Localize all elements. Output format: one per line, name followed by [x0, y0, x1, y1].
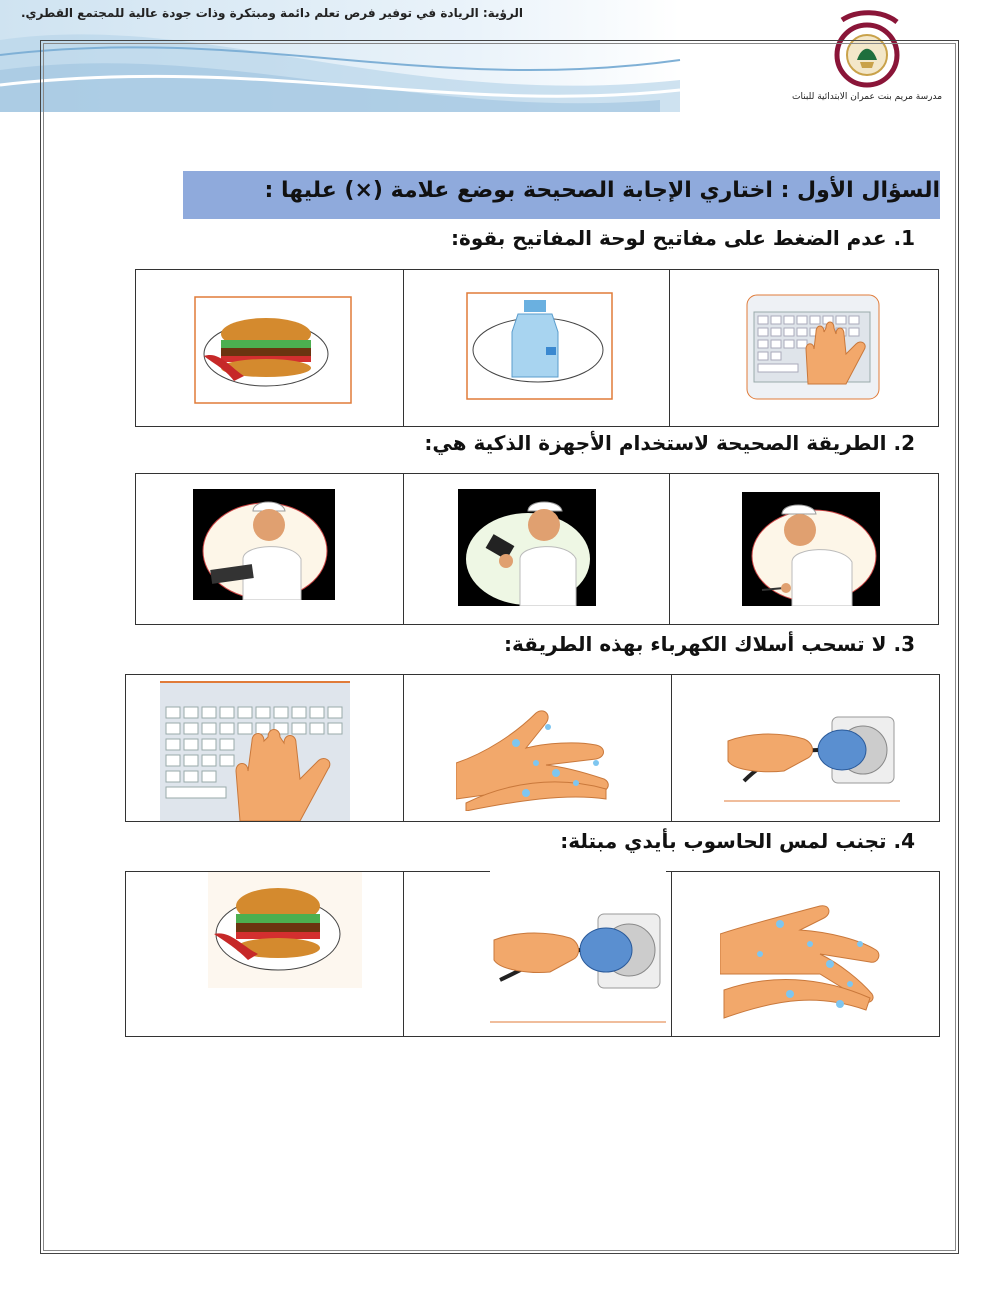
options-table-4 [125, 871, 940, 1037]
options-table-2 [135, 473, 939, 625]
option-cell[interactable] [670, 474, 939, 625]
options-table-3 [125, 674, 940, 822]
option-cell[interactable] [403, 872, 672, 1037]
option-cell[interactable] [672, 675, 940, 822]
option-cell[interactable] [672, 872, 940, 1037]
question-item-3: 3. لا تسحب أسلاك الكهرباء بهذه الطريقة: [504, 632, 915, 656]
option-cell[interactable] [126, 872, 404, 1037]
option-cell[interactable] [670, 270, 939, 427]
option-cell[interactable] [403, 474, 670, 625]
options-table-1 [135, 269, 939, 427]
keyboard-hand-image [746, 294, 880, 400]
option-cell[interactable] [126, 675, 404, 822]
boy-tablet-table-image [193, 489, 335, 600]
option-cell[interactable] [403, 270, 670, 427]
boy-phone-image [458, 489, 596, 606]
question-item-4: 4. تجنب لمس الحاسوب بأيدي مبتلة: [560, 829, 915, 853]
burger-image [208, 872, 362, 988]
washing-hands-image [456, 703, 616, 811]
school-name: مدرسة مريم بنت عمران الابتدائية للبنات [792, 92, 943, 102]
keyboard-hand-image [160, 681, 350, 821]
pulling-plug-image [490, 870, 666, 1026]
water-bottle-image [466, 292, 613, 400]
question-item-1: 1. عدم الضغط على مفاتيح لوحة المفاتيح بقوة: [451, 226, 915, 250]
option-cell[interactable] [136, 474, 404, 625]
washing-hands-image [720, 894, 882, 1034]
pulling-plug-image [724, 711, 900, 805]
option-cell[interactable] [136, 270, 404, 427]
burger-image [194, 296, 352, 404]
option-cell[interactable] [403, 675, 672, 822]
boy-pointing-image [742, 492, 880, 606]
question-item-2: 2. الطريقة الصحيحة لاستخدام الأجهزة الذكية هي: [424, 431, 915, 455]
question-title: السؤال الأول : اختاري الإجابة الصحيحة بوضع علامة (×) عليها : [264, 178, 940, 203]
vision-statement: الرؤية: الريادة في توفير فرص تعلم دائمة ومبتكرة وذات جودة عالية للمجتمع القطري. [20, 6, 523, 20]
